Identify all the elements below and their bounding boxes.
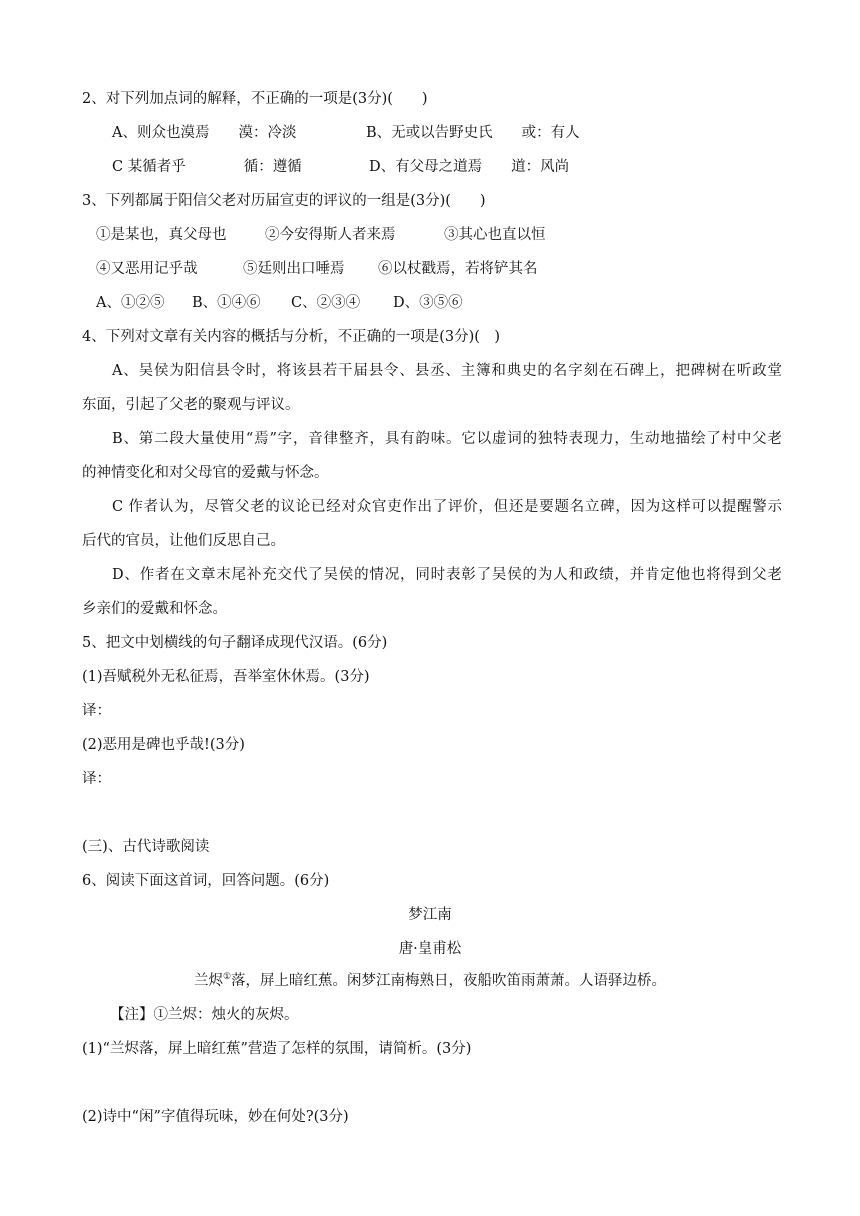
q6-stem: 6、阅读下面这首词，回答问题。(6分) — [82, 873, 330, 889]
q3-item-3: ③其心也直以恒 — [444, 227, 546, 243]
footnote-marker: ① — [222, 972, 232, 983]
q3-option-b: B、①④⑥ — [192, 295, 261, 311]
q2-option-c: C 某循者乎 循：遵循 — [112, 159, 302, 175]
q2-option-b: B、无或以告野史氏 或：有人 — [366, 125, 580, 141]
q4-option-c-line1: C 作者认为，尽管父老的议论已经对众官吏作出了评价，但还是要题名立碑，因为这样可以提醒警示 — [112, 499, 782, 515]
q4-option-a-line2: 东面，引起了父老的聚观与评议。 — [82, 397, 300, 413]
q3-item-4: ④又恶用记乎哉 — [96, 261, 198, 277]
q4-option-b-line2: 的神情变化和对父母官的爱戴与怀念。 — [82, 465, 329, 481]
q3-item-6: ⑥以杖戳焉，若将铲其名 — [378, 261, 538, 277]
poem-title: 梦江南 — [408, 907, 452, 923]
q3-item-2: ②今安得斯人者来焉 — [265, 227, 396, 243]
q3-option-d: D、③⑤⑥ — [393, 295, 463, 311]
q3-stem: 3、下列都属于阳信父老对历届宣吏的评议的一组是(3分)( ) — [82, 193, 486, 209]
q2-option-a: A、则众也漠焉 漠：冷淡 — [112, 125, 297, 141]
q4-option-b-line1: B、第二段大量使用“焉”字，音律整齐，具有韵味。它以虚词的独特表现力，生动地描绘了村中父老 — [112, 431, 782, 447]
section-heading: (三)、古代诗歌阅读 — [82, 839, 210, 855]
q2-stem: 2、对下列加点词的解释，不正确的一项是(3分)( ) — [82, 91, 428, 107]
poem-author: 唐·皇甫松 — [398, 941, 462, 957]
q2-option-d: D、有父母之道焉 道：风尚 — [369, 159, 570, 175]
poem-note: 【注】①兰烬：烛火的灰烬。 — [110, 1007, 299, 1023]
q4-option-c-line2: 后代的官员，让他们反思自己。 — [82, 533, 285, 549]
poem-body — [0, 971, 860, 991]
q6-sub-1: (1)“兰烬落，屏上暗红蕉”营造了怎样的氛围，请简析。(3分) — [82, 1041, 472, 1057]
poem-text-start: 兰烬 — [193, 973, 223, 989]
poem-text-rest: 落，屏上暗红蕉。闲梦江南梅熟日，夜船吹笛雨萧萧。人语驿边桥。 — [231, 973, 667, 989]
q6-sub-2: (2)诗中“闲”字值得玩味，妙在何处?(3分) — [82, 1109, 349, 1125]
q3-item-5: ⑤廷则出口唾焉 — [243, 261, 345, 277]
q5-sub-2: (2)恶用是碑也乎哉!(3分) — [82, 737, 245, 753]
q5-stem: 5、把文中划横线的句子翻译成现代汉语。(6分) — [82, 635, 388, 651]
q4-option-d-line1: D、作者在文章末尾补充交代了吴侯的情况，同时表彰了吴侯的为人和政绩，并肯定他也将得到父老 — [112, 567, 782, 583]
q5-sub-1: (1)吾赋税外无私征焉，吾举室休休焉。(3分) — [82, 669, 370, 685]
q4-stem: 4、下列对文章有关内容的概括与分析，不正确的一项是(3分)( ) — [82, 329, 501, 345]
q3-item-1: ①是某也，真父母也 — [96, 227, 227, 243]
q4-option-d-line2: 乡亲们的爱戴和怀念。 — [82, 601, 227, 617]
q5-translate-label-1: 译： — [82, 703, 111, 719]
q3-option-a: A、①②⑤ — [96, 295, 165, 311]
q5-translate-label-2: 译： — [82, 771, 111, 787]
q4-option-a-line1: A、吴侯为阳信县令时，将该县若干届县令、县丞、主簿和典史的名字刻在石碑上，把碑树在听政堂 — [112, 363, 782, 379]
q3-option-c: C、②③④ — [291, 295, 361, 311]
